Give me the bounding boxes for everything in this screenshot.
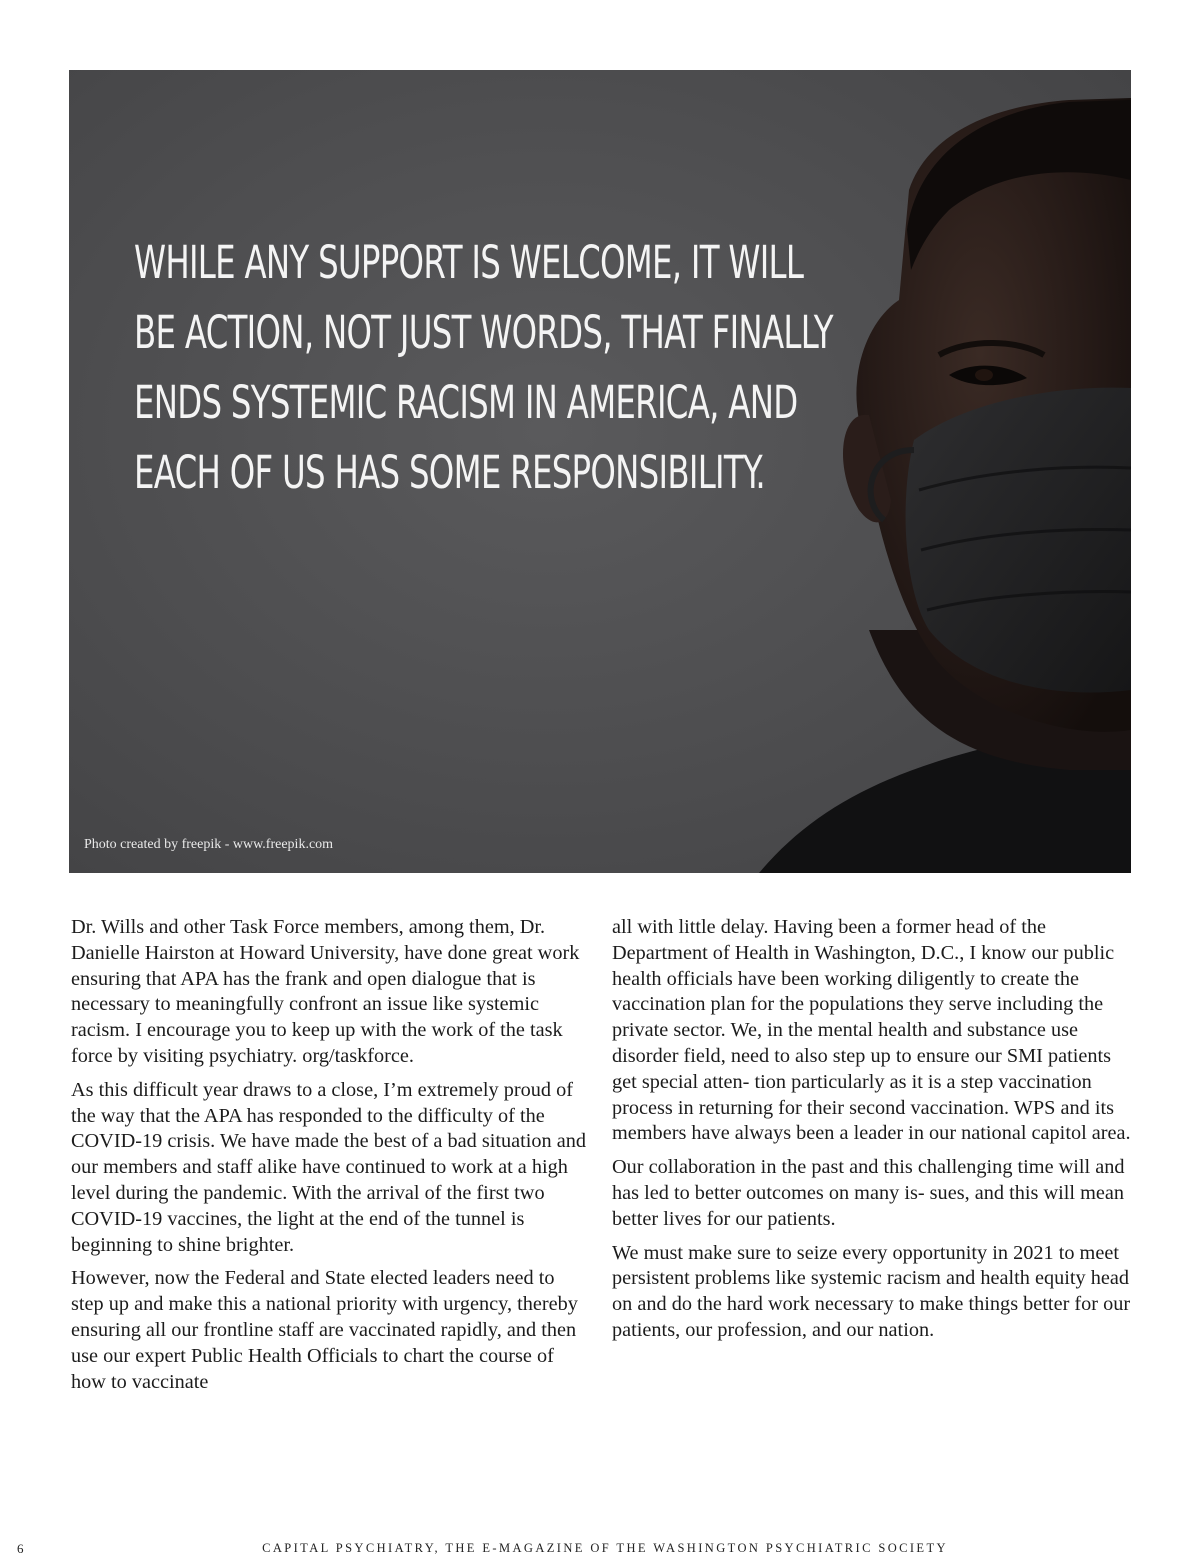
hero-photo	[69, 70, 1131, 873]
article-column-right	[612, 915, 1132, 1352]
publication-footer: CAPITAL PSYCHIATRY, THE E-MAGAZINE OF THE WASHINGTON PSYCHIATRIC SOCIETY	[262, 1541, 948, 1555]
paragraph: We must make sure to seize every opportunity in 2021 to meet persistent problems like systemic racism and health equity head on and do the hard work necessary to make things better for our patients, our profession, and our nation.	[612, 1241, 1131, 1341]
paragraph: As this difficult year draws to a close, I’m extremely proud of the way that the APA has responded to the difficulty of the COVID-19 crisis. We have made the best of a bad situation and our members and staff alike have continued to work at a high level during the pandemic. With the arrival of the first two COVID-19 vaccines, the light at the end of the tunnel is beginning to shine brighter.	[71, 1078, 587, 1256]
pull-quote: WHILE ANY SUPPORT IS WELCOME, IT WILL BE ACTION, NOT JUST WORDS, THAT FINALLY ENDS SYSTEMIC RACISM IN AMERICA, AND EACH OF US HAS SOME RESPONSIBILITY.	[134, 236, 833, 499]
paragraph: Dr. Wills and other Task Force members, among them, Dr. Danielle Hairston at Howard University, have done great work ensuring that APA has the frank and open dialogue that is necessary to meaningfully confront an issue like systemic racism. I encourage you to keep up with the work of the task force by visiting psychiatry. org/taskforce.	[71, 916, 580, 1067]
page-number: 6	[17, 1541, 24, 1556]
photo-credit: Photo created by freepik - www.freepik.com	[84, 837, 334, 852]
paragraph: Our collaboration in the past and this challenging time will and has led to better outcomes on many is- sues, and this will mean better lives for our patients.	[612, 1156, 1125, 1230]
article-column-left	[71, 915, 591, 1403]
paragraph: However, now the Federal and State elected leaders need to step up and make this a national priority with urgency, thereby ensuring all our frontline staff are vaccinated rapidly, and then use our expert Public Health Officials to chart the course of how to vaccinate	[71, 1267, 578, 1393]
paragraph: all with little delay. Having been a former head of the Department of Health in Washington, D.C., I know our public health officials have been working diligently to create the vaccination plan for the populations they serve including the private sector. We, in the mental health and substance use disorder field, need to also step up to ensure our SMI patients get special atten- tion particularly as it is a step vaccination process in returning for their second vaccination. WPS and its members have always been a leader in our national capitol area.	[612, 916, 1131, 1145]
